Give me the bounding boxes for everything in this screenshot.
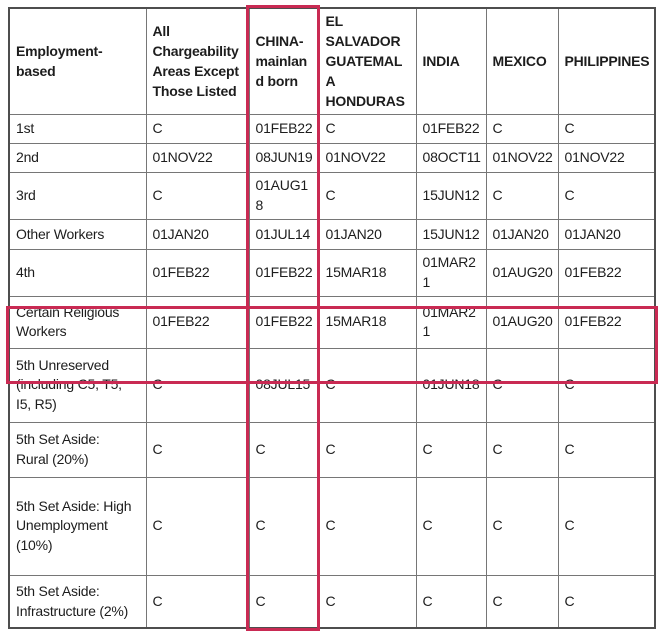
date-cell: C xyxy=(319,575,416,628)
date-cell: 01FEB22 xyxy=(249,250,319,297)
date-cell: 01NOV22 xyxy=(319,144,416,173)
row-label-cell: 4th xyxy=(9,250,146,297)
date-cell: 01AUG20 xyxy=(486,296,558,348)
date-cell: 01AUG20 xyxy=(486,250,558,297)
column-header: Employment-based xyxy=(9,8,146,115)
row-label-cell: 3rd xyxy=(9,173,146,220)
table-row xyxy=(9,477,655,575)
table-row xyxy=(9,296,655,348)
date-cell: 01MAR21 xyxy=(416,250,486,297)
date-cell: 01FEB22 xyxy=(416,115,486,144)
date-cell: C xyxy=(319,173,416,220)
date-cell: C xyxy=(146,575,249,628)
date-cell: 08JUN19 xyxy=(249,144,319,173)
date-cell: 01FEB22 xyxy=(558,250,655,297)
date-cell: 01NOV22 xyxy=(486,144,558,173)
row-label-cell: 5th Set Aside: High Unemployment (10%) xyxy=(9,477,146,575)
date-cell: 15MAR18 xyxy=(319,296,416,348)
row-label-cell: 5th Set Aside: Infrastructure (2%) xyxy=(9,575,146,628)
column-header: MEXICO xyxy=(486,8,558,115)
date-cell: C xyxy=(319,422,416,477)
date-cell: 01JAN20 xyxy=(486,220,558,250)
employment-based-table xyxy=(8,7,656,629)
date-cell: C xyxy=(249,422,319,477)
table-row xyxy=(9,250,655,297)
date-cell: 01FEB22 xyxy=(249,296,319,348)
date-cell: C xyxy=(146,173,249,220)
table-row xyxy=(9,422,655,477)
date-cell: C xyxy=(486,173,558,220)
date-cell: C xyxy=(146,115,249,144)
date-cell: C xyxy=(146,477,249,575)
date-cell: C xyxy=(319,348,416,422)
date-cell: C xyxy=(319,477,416,575)
date-cell: 01AUG18 xyxy=(249,173,319,220)
column-header: EL SALVADOR GUATEMALA HONDURAS xyxy=(319,8,416,115)
column-header: PHILIPPINES xyxy=(558,8,655,115)
date-cell: 01JAN20 xyxy=(558,220,655,250)
row-label-cell: 5th Set Aside: Rural (20%) xyxy=(9,422,146,477)
date-cell: C xyxy=(249,477,319,575)
row-label-cell: 2nd xyxy=(9,144,146,173)
date-cell: C xyxy=(558,422,655,477)
header-row xyxy=(9,8,655,115)
table-row xyxy=(9,115,655,144)
date-cell: C xyxy=(146,348,249,422)
date-cell: 01FEB22 xyxy=(146,296,249,348)
date-cell: 15MAR18 xyxy=(319,250,416,297)
date-cell: 01FEB22 xyxy=(146,250,249,297)
date-cell: C xyxy=(558,575,655,628)
date-cell: 15JUN12 xyxy=(416,173,486,220)
table-row xyxy=(9,173,655,220)
date-cell: C xyxy=(486,477,558,575)
table-row xyxy=(9,575,655,628)
date-cell: C xyxy=(416,477,486,575)
date-cell: 01NOV22 xyxy=(146,144,249,173)
date-cell: 01JUL14 xyxy=(249,220,319,250)
row-label-cell: Certain Religious Workers xyxy=(9,296,146,348)
table-row xyxy=(9,144,655,173)
date-cell: 01JAN20 xyxy=(319,220,416,250)
visa-bulletin-table xyxy=(8,7,656,629)
date-cell: 01NOV22 xyxy=(558,144,655,173)
row-label-cell: Other Workers xyxy=(9,220,146,250)
date-cell: C xyxy=(558,348,655,422)
date-cell: C xyxy=(486,575,558,628)
date-cell: 15JUN12 xyxy=(416,220,486,250)
date-cell: C xyxy=(558,477,655,575)
column-header: CHINA-mainland born xyxy=(249,8,319,115)
row-label-cell: 1st xyxy=(9,115,146,144)
date-cell: 08OCT11 xyxy=(416,144,486,173)
date-cell: 01JUN18 xyxy=(416,348,486,422)
date-cell: C xyxy=(558,115,655,144)
date-cell: 01MAR21 xyxy=(416,296,486,348)
date-cell: C xyxy=(416,422,486,477)
column-header: INDIA xyxy=(416,8,486,115)
date-cell: C xyxy=(486,422,558,477)
date-cell: C xyxy=(486,348,558,422)
row-label-cell: 5th Unreserved (including C5, T5, I5, R5) xyxy=(9,348,146,422)
date-cell: C xyxy=(249,575,319,628)
date-cell: 01JAN20 xyxy=(146,220,249,250)
date-cell: 01FEB22 xyxy=(558,296,655,348)
table-row xyxy=(9,220,655,250)
date-cell: C xyxy=(146,422,249,477)
date-cell: C xyxy=(558,173,655,220)
date-cell: 08JUL15 xyxy=(249,348,319,422)
column-header: All Chargeability Areas Except Those Listed xyxy=(146,8,249,115)
date-cell: C xyxy=(416,575,486,628)
table-row xyxy=(9,348,655,422)
date-cell: 01FEB22 xyxy=(249,115,319,144)
date-cell: C xyxy=(486,115,558,144)
date-cell: C xyxy=(319,115,416,144)
